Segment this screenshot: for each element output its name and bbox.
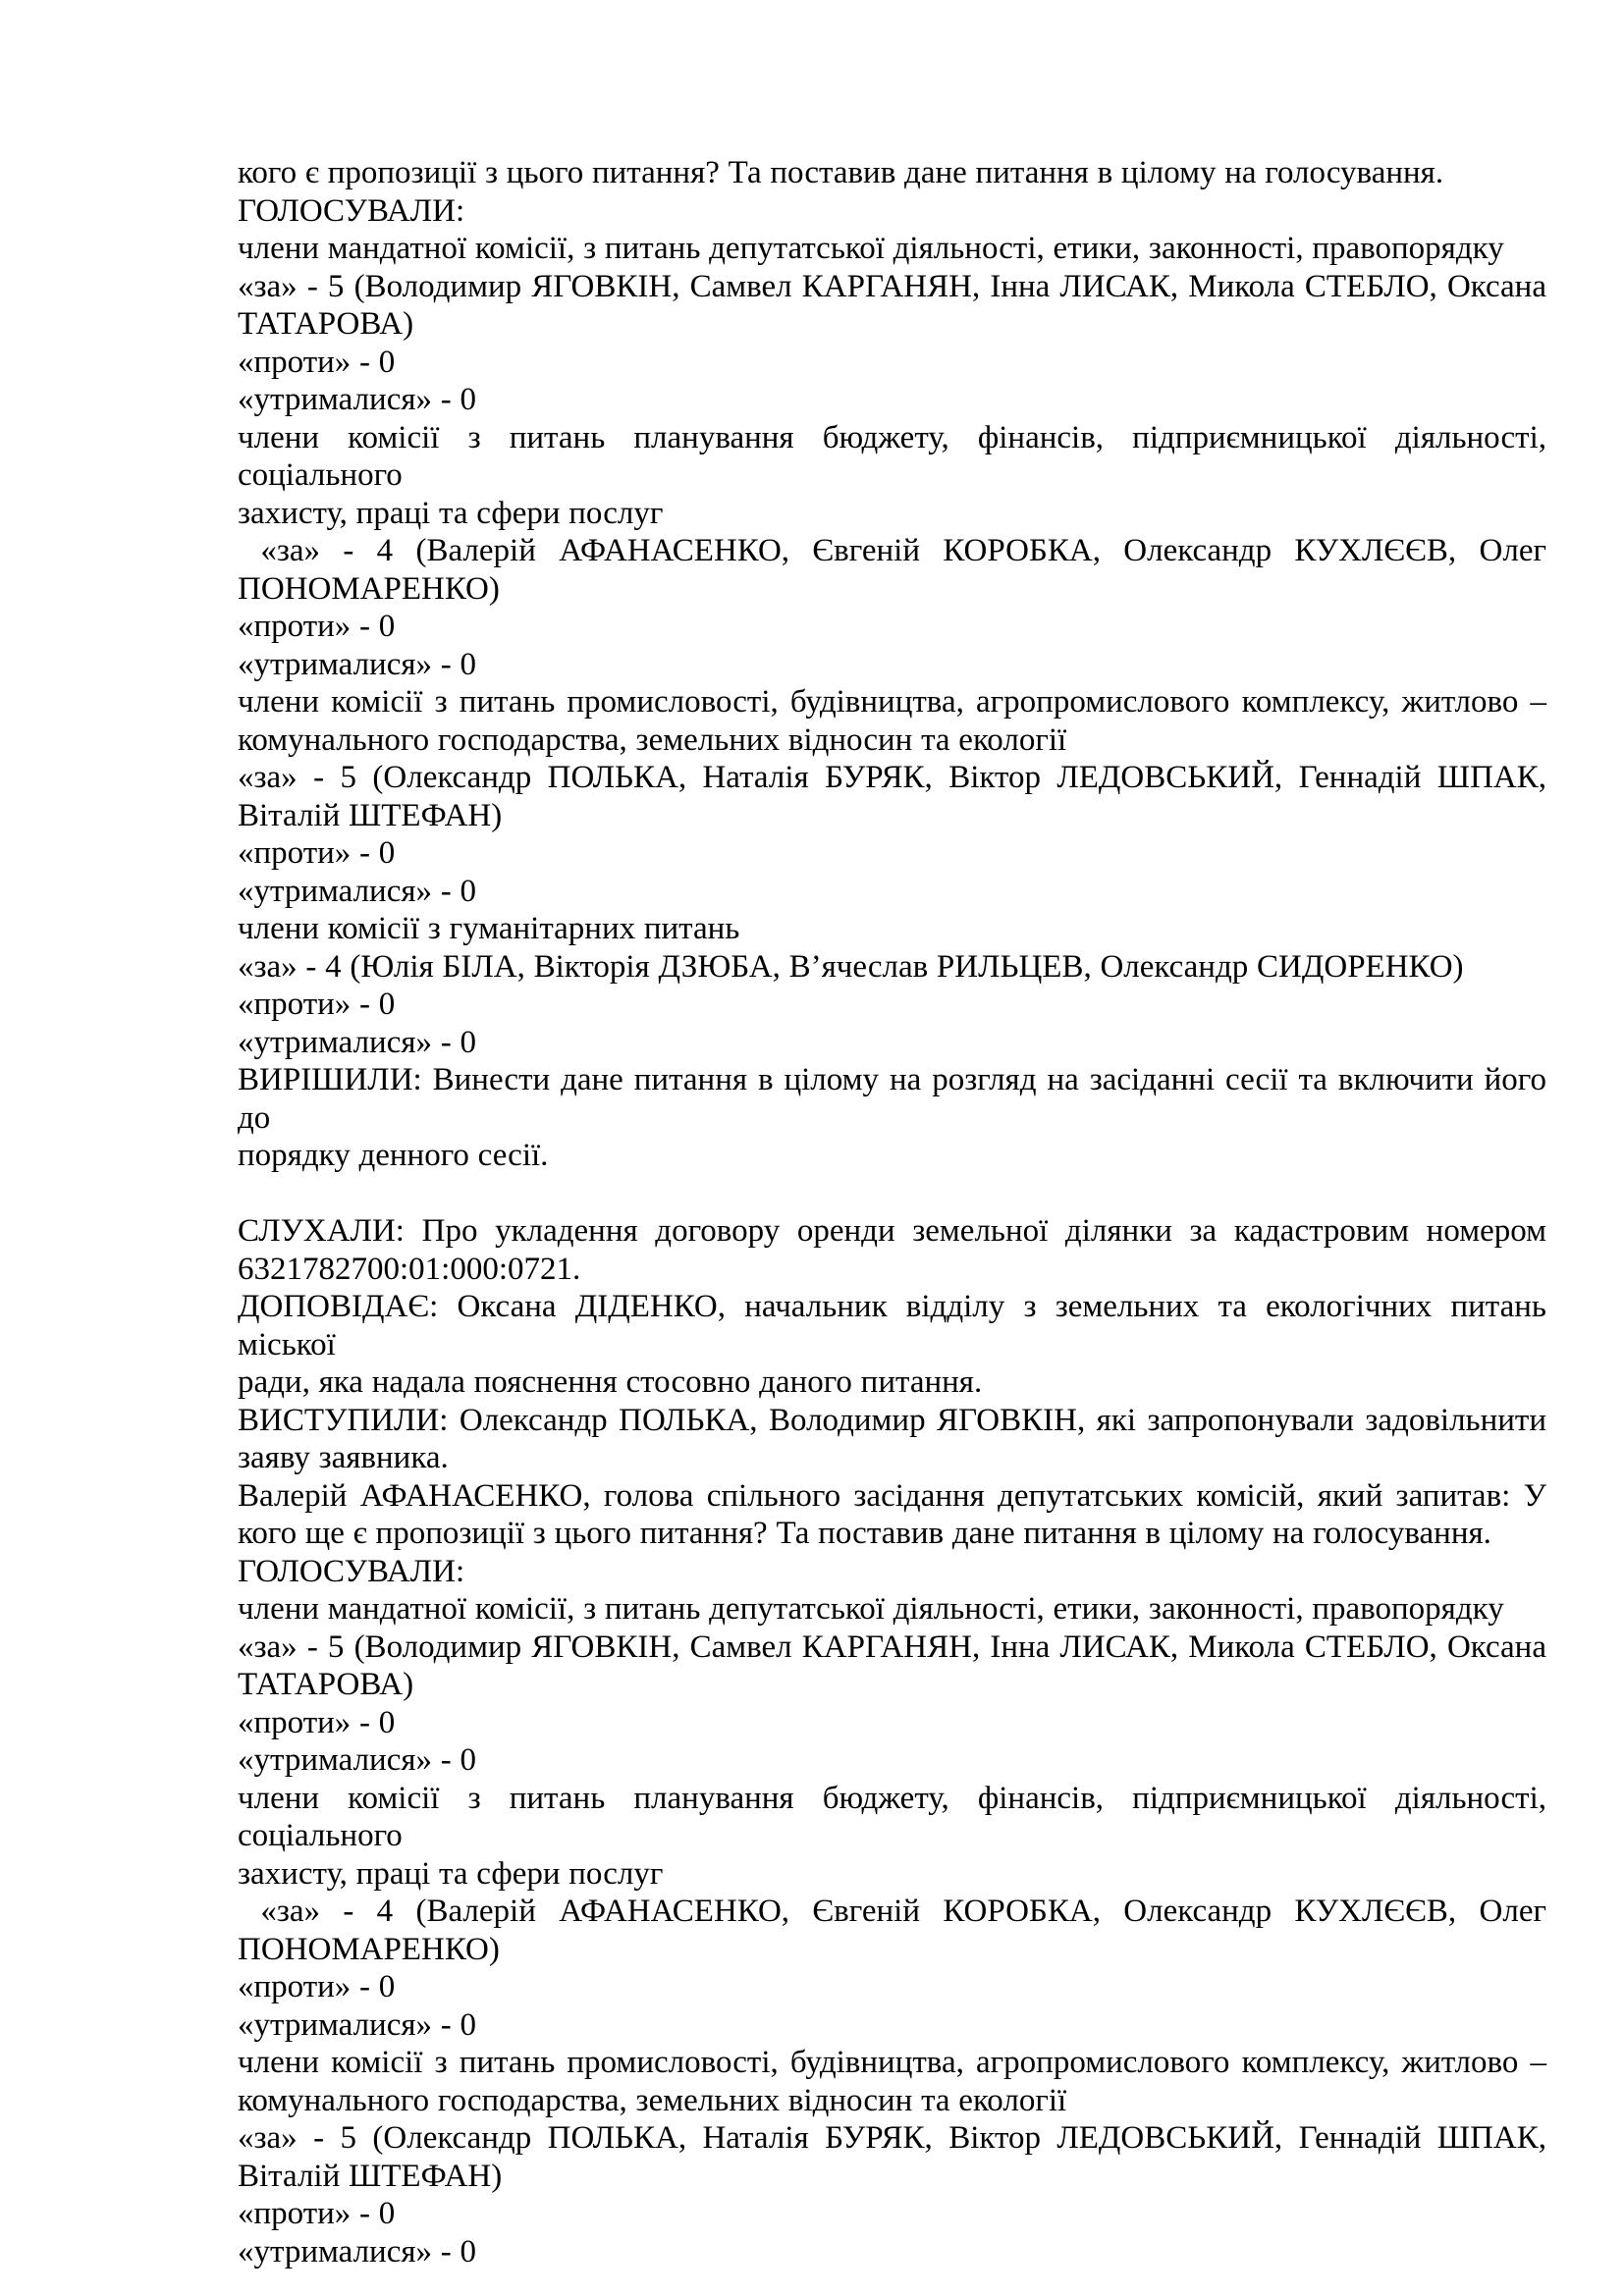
text-line: порядку денного сесії.	[238, 1138, 549, 1173]
text-line: ПОНОМАРЕНКО)	[238, 570, 500, 607]
text-line: члени комісії з питань промисловості, будівництва, агропромислового комплексу, житлово –	[238, 2045, 1546, 2080]
document-text-block	[238, 154, 1546, 2270]
text-line: захисту, праці та сфери послуг	[238, 1855, 664, 1892]
text-line: «проти» - 0	[238, 344, 396, 380]
text-line: захисту, праці та сфери послуг	[238, 495, 664, 531]
text-line: ВИРІШИЛИ: Винести дане питання в цілому на розгляд на засіданні сесії та включити його до	[238, 1062, 1546, 1136]
text-line: «утрималися» - 0	[238, 2233, 477, 2269]
text-line: «утрималися» - 0	[238, 1024, 477, 1060]
text-line: Віталій ШТЕФАН)	[238, 2158, 503, 2194]
text-line: члени комісії з питань промисловості, будівництва, агропромислового комплексу, житлово –	[238, 684, 1546, 720]
text-line: «за» - 5 (Володимир ЯГОВКІН, Самвел КАРГАНЯН, Інна ЛИСАК, Микола СТЕБЛО, Оксана	[238, 1629, 1546, 1665]
text-line: «за» - 5 (Олександр ПОЛЬКА, Наталія БУРЯК, Віктор ЛЕДОВСЬКИЙ, Геннадій ШПАК,	[238, 2120, 1546, 2156]
text-line: ГОЛОСУВАЛИ:	[238, 1553, 465, 1589]
text-line: «утрималися» - 0	[238, 646, 477, 682]
text-line: ТАТАРОВА)	[238, 1667, 414, 1702]
text-line: «проти» - 0	[238, 609, 396, 644]
text-line: «за» - 5 (Олександр ПОЛЬКА, Наталія БУРЯК, Віктор ЛЕДОВСЬКИЙ, Геннадій ШПАК,	[238, 760, 1546, 795]
text-line: 6321782700:01:000:0721.	[238, 1251, 581, 1287]
text-line: Валерій АФАНАСЕНКО, голова спільного засідання депутатських комісій, який запитав: У	[238, 1477, 1546, 1514]
text-line: Віталій ШТЕФАН)	[238, 797, 503, 833]
text-line: комунального господарства, земельних відносин та екології	[238, 721, 1067, 758]
text-line: заяву заявника.	[238, 1440, 449, 1475]
text-line: «за» - 5 (Володимир ЯГОВКІН, Самвел КАРГАНЯН, Інна ЛИСАК, Микола СТЕБЛО, Оксана	[238, 268, 1546, 304]
text-line: СЛУХАЛИ: Про укладення договору оренди земельної ділянки за кадастровим номером	[238, 1213, 1546, 1249]
text-line: ПОНОМАРЕНКО)	[238, 1931, 500, 1967]
text-line: «за» - 4 (Валерій АФАНАСЕНКО, Євгеній КОРОБКА, Олександр КУХЛЄЄВ, Олег	[238, 1894, 1546, 1929]
text-line: члени комісії з гуманітарних питань	[238, 911, 740, 946]
text-line: ДОПОВІДАЄ: Оксана ДІДЕНКО, начальник відділу з земельних та екологічних питань міської	[238, 1289, 1546, 1362]
text-line: комунального господарства, земельних відносин та екології	[238, 2082, 1067, 2118]
text-line: «утрималися» - 0	[238, 873, 477, 909]
text-line: «проти» - 0	[238, 1704, 396, 1740]
text-line: члени комісії з питань планування бюджету, фінансів, підприємницької діяльності, соціального	[238, 419, 1546, 493]
text-line: «проти» - 0	[238, 835, 396, 871]
text-line: «проти» - 0	[238, 2196, 396, 2231]
text-line: ВИСТУПИЛИ: Олександр ПОЛЬКА, Володимир ЯГОВКІН, які запропонували задовільнити	[238, 1402, 1546, 1438]
text-line: ради, яка надала пояснення стосовно даного питання.	[238, 1364, 983, 1400]
text-line: «утрималися» - 0	[238, 2006, 477, 2043]
text-line: «проти» - 0	[238, 987, 396, 1022]
text-line: кого ще є пропозиції з цього питання? Та поставив дане питання в цілому на голосування.	[238, 1516, 1491, 1551]
text-line: «утрималися» - 0	[238, 382, 477, 417]
text-line: «за» - 4 (Юлія БІЛА, Вікторія ДЗЮБА, В’ячеслав РИЛЬЦЕВ, Олександр СИДОРЕНКО)	[238, 948, 1464, 985]
text-line: «за» - 4 (Валерій АФАНАСЕНКО, Євгеній КОРОБКА, Олександр КУХЛЄЄВ, Олег	[238, 533, 1546, 568]
text-line: «проти» - 0	[238, 1969, 396, 2004]
text-line: «утрималися» - 0	[238, 1742, 477, 1778]
text-line: ГОЛОСУВАЛИ:	[238, 192, 465, 229]
text-line: кого є пропозиції з цього питання? Та поставив дане питання в цілому на голосування.	[238, 155, 1444, 190]
text-line: члени мандатної комісії, з питань депутатської діяльності, етики, законності, правопорядку	[238, 231, 1504, 266]
text-line: члени комісії з питань планування бюджету, фінансів, підприємницької діяльності, соціального	[238, 1780, 1546, 1853]
text-line: ТАТАРОВА)	[238, 306, 414, 342]
text-line: члени мандатної комісії, з питань депутатської діяльності, етики, законності, правопорядку	[238, 1591, 1504, 1627]
text-line	[238, 1175, 1546, 1213]
